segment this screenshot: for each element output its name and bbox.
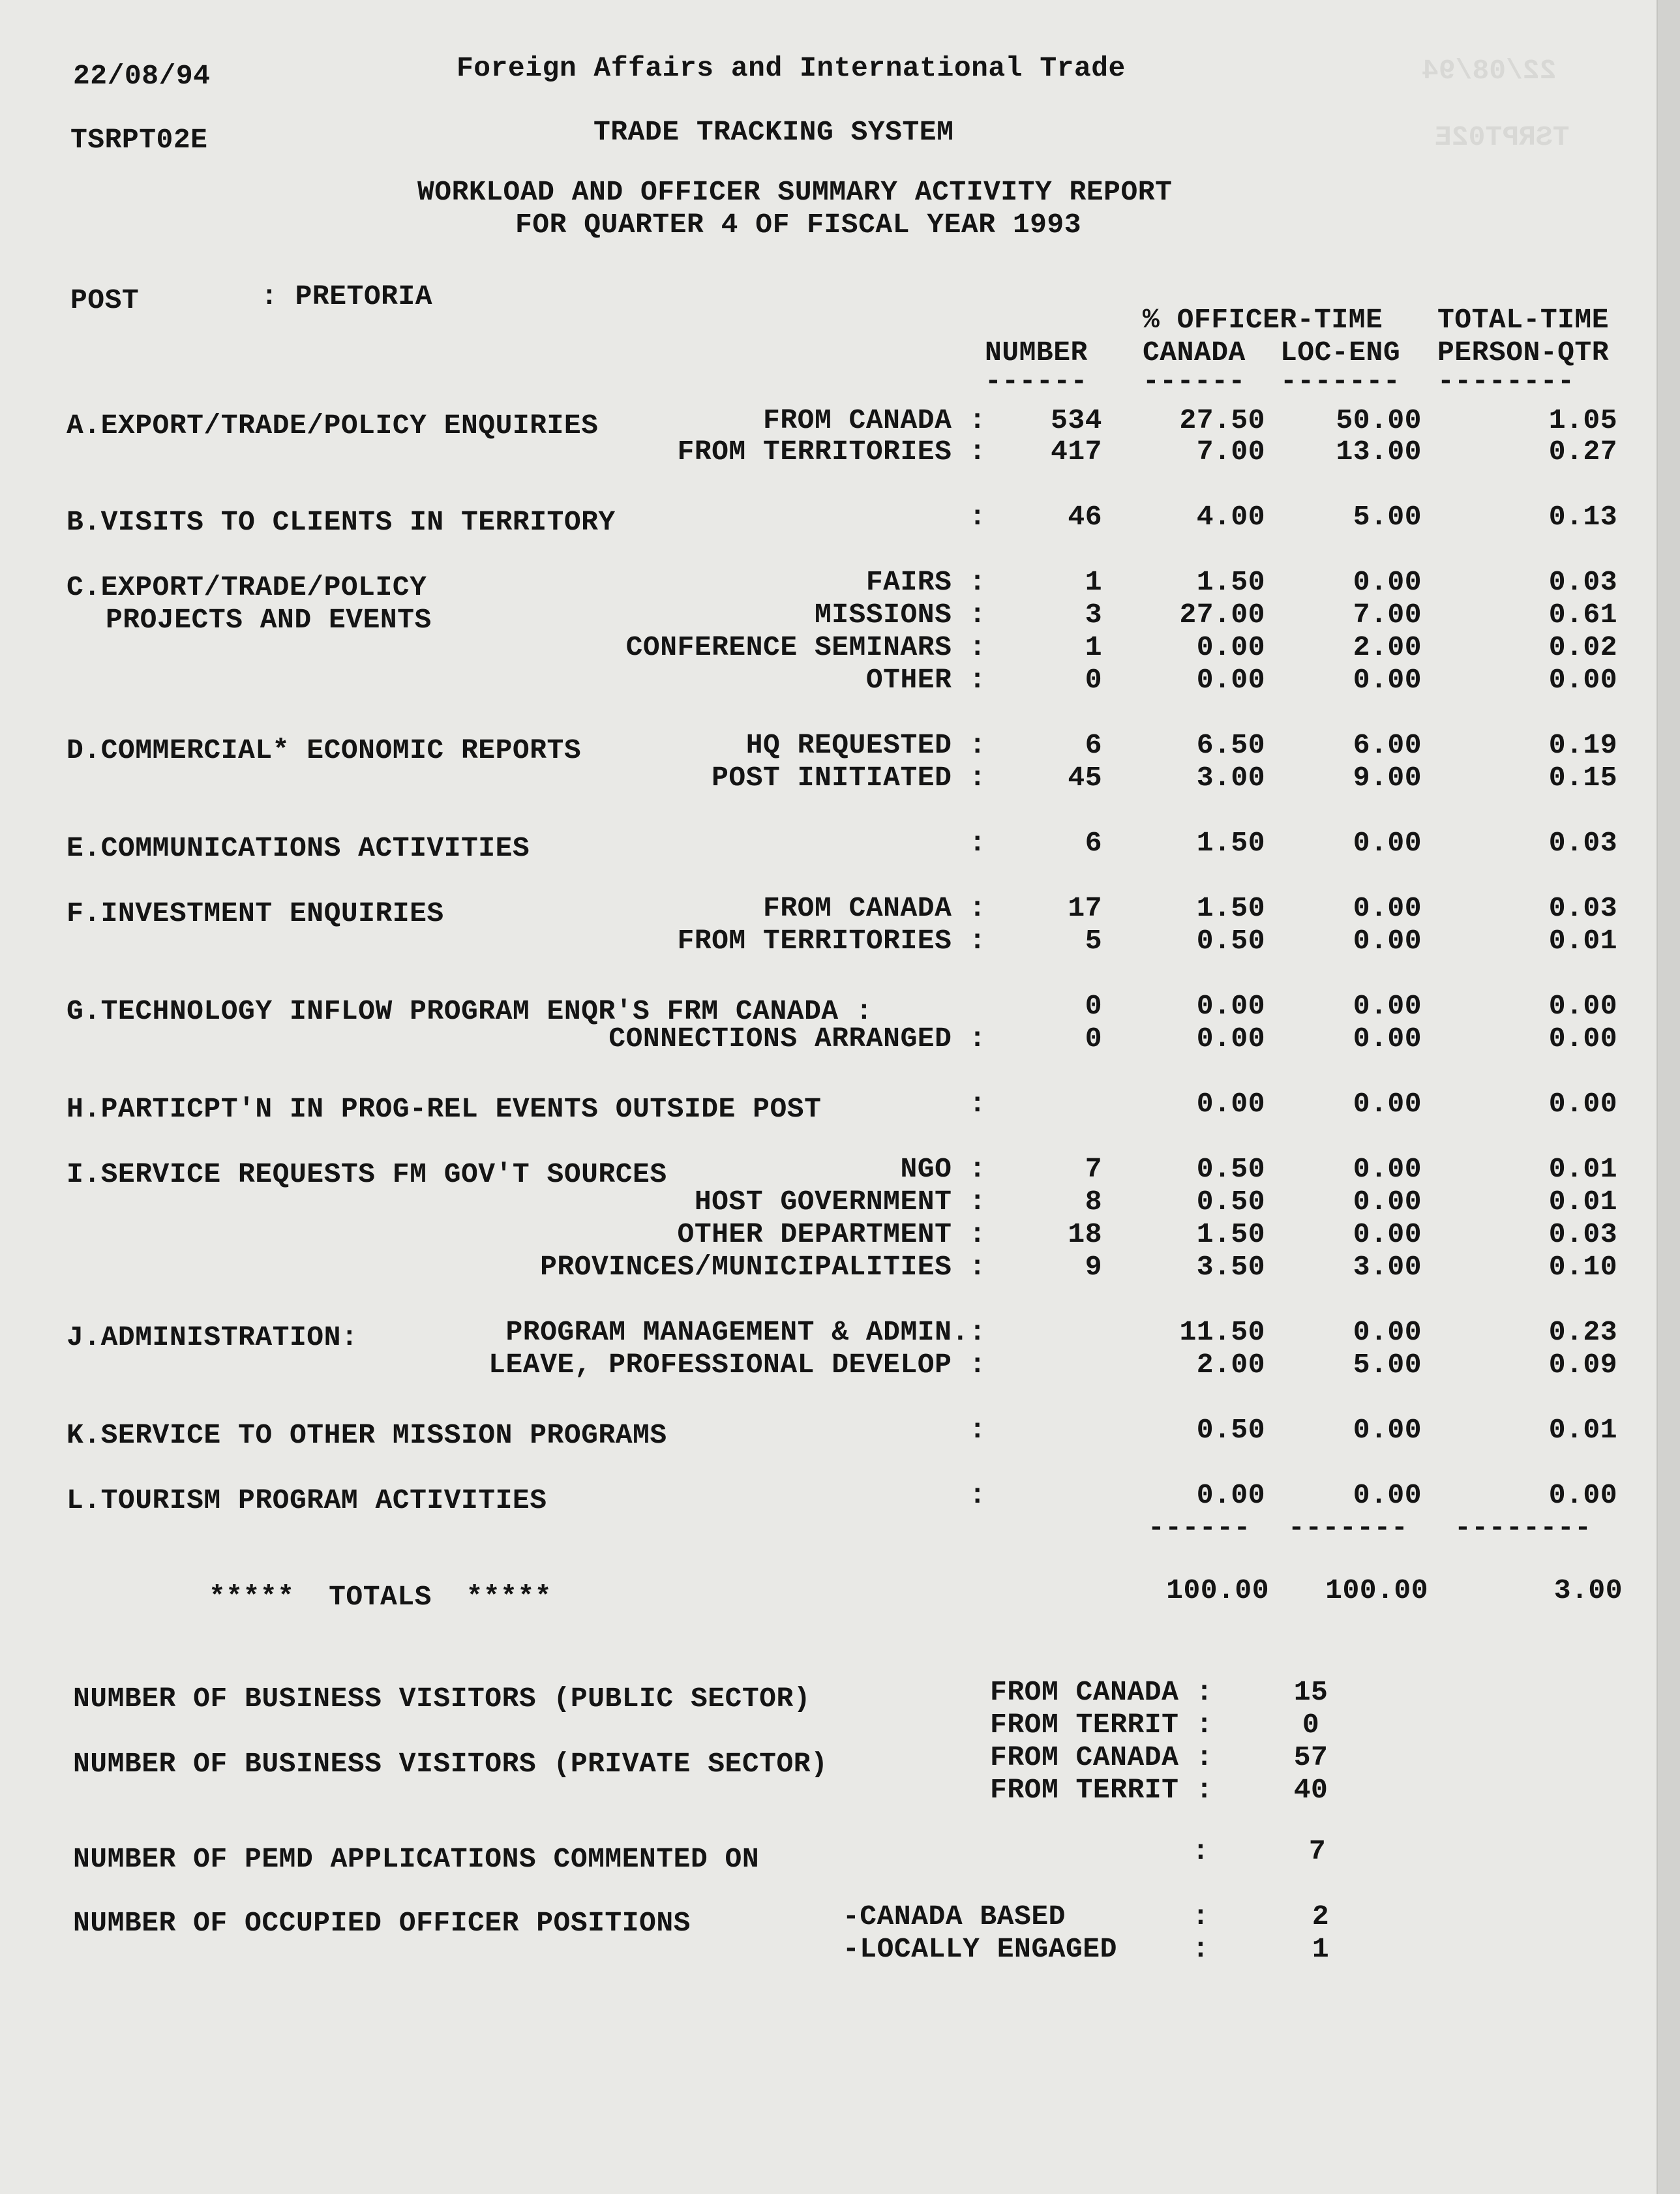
visitors-source: FROM CANADA :	[990, 1676, 1213, 1708]
report-title-line1: WORKLOAD AND OFFICER SUMMARY ACTIVITY REPORT	[417, 176, 1173, 208]
row-canada-pct: 1.50	[1196, 892, 1265, 924]
row-loc-eng-pct: 13.00	[1336, 436, 1422, 468]
row-subcategory: HQ REQUESTED :	[745, 729, 986, 761]
row-loc-eng-pct: 0.00	[1353, 664, 1422, 696]
row-loc-eng-pct: 9.00	[1353, 762, 1422, 794]
positions-type: -CANADA BASED	[843, 1901, 1066, 1932]
row-subcategory: CONNECTIONS ARRANGED :	[608, 1023, 986, 1055]
row-canada-pct: 0.50	[1196, 925, 1265, 957]
row-subcategory: FROM CANADA :	[763, 404, 986, 436]
visitors-label: NUMBER OF BUSINESS VISITORS (PRIVATE SECTOR)	[73, 1748, 828, 1780]
row-number: 6	[1085, 729, 1102, 761]
row-number: 6	[1085, 827, 1102, 859]
row-person-qtr: 0.00	[1548, 1023, 1617, 1055]
row-subcategory: FAIRS :	[865, 566, 986, 598]
row-loc-eng-pct: 0.00	[1353, 1186, 1422, 1218]
visitors-source: FROM TERRIT :	[990, 1709, 1213, 1741]
row-loc-eng-pct: 2.00	[1353, 631, 1422, 663]
row-number: 18	[1068, 1218, 1102, 1250]
row-person-qtr: 0.00	[1548, 1479, 1617, 1511]
row-person-qtr: 0.23	[1548, 1316, 1617, 1348]
col-number: NUMBER	[985, 337, 1088, 368]
row-canada-pct: 0.00	[1196, 631, 1265, 663]
row-subcategory: FROM TERRITORIES :	[677, 436, 986, 468]
row-subcategory: OTHER DEPARTMENT :	[677, 1218, 986, 1250]
row-canada-pct: 27.00	[1179, 599, 1265, 631]
row-category: F.INVESTMENT ENQUIRIES	[67, 897, 444, 929]
positions-count: 2	[1312, 1901, 1330, 1932]
row-number: 1	[1085, 566, 1102, 598]
row-number: 5	[1085, 925, 1102, 957]
system-name: TRADE TRACKING SYSTEM	[593, 116, 954, 148]
row-canada-pct: 7.00	[1196, 436, 1265, 468]
row-canada-pct: 0.50	[1196, 1414, 1265, 1446]
col-pct-officer-time: % OFFICER-TIME	[1143, 304, 1383, 336]
row-category: G.TECHNOLOGY INFLOW PROGRAM ENQR'S FRM CANADA :	[67, 995, 873, 1027]
row-canada-pct: 0.00	[1196, 1479, 1265, 1511]
row-loc-eng-pct: 50.00	[1336, 404, 1422, 436]
row-person-qtr: 0.61	[1548, 599, 1617, 631]
row-subcategory: FROM CANADA :	[763, 892, 986, 924]
pemd-value: 7	[1308, 1835, 1327, 1867]
row-canada-pct: 1.50	[1196, 827, 1265, 859]
row-person-qtr: 0.01	[1548, 925, 1617, 957]
row-subcategory: MISSIONS :	[814, 599, 986, 631]
row-category: E.COMMUNICATIONS ACTIVITIES	[67, 832, 530, 864]
row-person-qtr: 0.03	[1548, 892, 1617, 924]
positions-label: NUMBER OF OCCUPIED OFFICER POSITIONS	[73, 1907, 691, 1939]
row-category: A.EXPORT/TRADE/POLICY ENQUIRIES	[67, 410, 599, 442]
row-number: 9	[1085, 1251, 1102, 1283]
row-person-qtr: 0.03	[1548, 1218, 1617, 1250]
row-subcategory: :	[968, 827, 986, 859]
row-canada-pct: 11.50	[1179, 1316, 1265, 1348]
row-person-qtr: 0.00	[1548, 1088, 1617, 1120]
visitors-source: FROM TERRIT :	[990, 1774, 1213, 1806]
row-loc-eng-pct: 0.00	[1353, 892, 1422, 924]
row-category: H.PARTICPT'N IN PROG-REL EVENTS OUTSIDE POST	[67, 1093, 822, 1125]
post-label: POST	[70, 284, 140, 316]
row-person-qtr: 0.15	[1548, 762, 1617, 794]
row-number: 45	[1068, 762, 1102, 794]
row-subcategory: NGO :	[900, 1153, 986, 1185]
row-loc-eng-pct: 0.00	[1353, 1218, 1422, 1250]
row-canada-pct: 0.00	[1196, 664, 1265, 696]
row-number: 3	[1085, 599, 1102, 631]
row-category: J.ADMINISTRATION:	[67, 1321, 359, 1353]
row-canada-pct: 2.00	[1196, 1349, 1265, 1381]
row-category: D.COMMERCIAL* ECONOMIC REPORTS	[67, 734, 582, 766]
report-title-line2: FOR QUARTER 4 OF FISCAL YEAR 1993	[515, 209, 1082, 241]
totals-label: ***** TOTALS *****	[209, 1581, 552, 1613]
row-subcategory: :	[968, 501, 986, 533]
page-edge-shadow	[1657, 0, 1680, 2194]
org-name: Foreign Affairs and International Trade	[457, 52, 1126, 84]
row-number: 8	[1085, 1186, 1102, 1218]
visitors-count: 57	[1293, 1741, 1328, 1773]
col-person-qtr: PERSON-QTR	[1437, 337, 1610, 368]
row-canada-pct: 0.00	[1196, 1088, 1265, 1120]
row-category: I.SERVICE REQUESTS FM GOV'T SOURCES	[67, 1158, 667, 1190]
row-canada-pct: 0.00	[1196, 990, 1265, 1022]
row-subcategory: :	[968, 1088, 986, 1120]
row-loc-eng-pct: 0.00	[1353, 566, 1422, 598]
totals-separator-loc-eng: -------	[1288, 1512, 1409, 1544]
row-category: L.TOURISM PROGRAM ACTIVITIES	[67, 1484, 547, 1516]
row-number: 7	[1085, 1153, 1102, 1185]
totals-person-qtr: 3.00	[1553, 1574, 1623, 1606]
row-person-qtr: 0.01	[1548, 1414, 1617, 1446]
report-date: 22/08/94	[73, 60, 211, 92]
row-canada-pct: 27.50	[1179, 404, 1265, 436]
row-canada-pct: 3.00	[1196, 762, 1265, 794]
positions-colon: :	[1192, 1933, 1210, 1965]
row-canada-pct: 0.00	[1196, 1023, 1265, 1055]
row-person-qtr: 0.00	[1548, 990, 1617, 1022]
row-number: 0	[1085, 990, 1102, 1022]
post-value: : PRETORIA	[261, 280, 433, 312]
totals-canada: 100.00	[1166, 1574, 1269, 1606]
row-subcategory: POST INITIATED :	[712, 762, 986, 794]
row-subcategory: HOST GOVERNMENT :	[694, 1186, 986, 1218]
row-category: PROJECTS AND EVENTS	[106, 604, 432, 636]
row-loc-eng-pct: 0.00	[1353, 1023, 1422, 1055]
visitors-source: FROM CANADA :	[990, 1741, 1213, 1773]
row-loc-eng-pct: 0.00	[1353, 1088, 1422, 1120]
col-loc-eng: LOC-ENG	[1280, 337, 1401, 368]
row-person-qtr: 0.03	[1548, 566, 1617, 598]
col-canada: CANADA	[1143, 337, 1246, 368]
visitors-count: 15	[1293, 1676, 1328, 1708]
row-canada-pct: 4.00	[1196, 501, 1265, 533]
positions-colon: :	[1192, 1901, 1210, 1932]
row-canada-pct: 6.50	[1196, 729, 1265, 761]
col-loc-eng-underline: -------	[1280, 365, 1401, 397]
pemd-label: NUMBER OF PEMD APPLICATIONS COMMENTED ON	[73, 1843, 760, 1875]
row-loc-eng-pct: 0.00	[1353, 1414, 1422, 1446]
row-loc-eng-pct: 6.00	[1353, 729, 1422, 761]
row-subcategory: OTHER :	[865, 664, 986, 696]
totals-separator-canada: ------	[1148, 1512, 1251, 1544]
positions-type: -LOCALLY ENGAGED	[843, 1933, 1117, 1965]
row-subcategory: CONFERENCE SEMINARS :	[625, 631, 986, 663]
row-loc-eng-pct: 5.00	[1353, 501, 1422, 533]
row-canada-pct: 3.50	[1196, 1251, 1265, 1283]
col-person-qtr-underline: --------	[1437, 365, 1575, 397]
row-loc-eng-pct: 0.00	[1353, 1316, 1422, 1348]
row-loc-eng-pct: 0.00	[1353, 827, 1422, 859]
row-person-qtr: 0.01	[1548, 1153, 1617, 1185]
row-person-qtr: 0.03	[1548, 827, 1617, 859]
visitors-count: 40	[1293, 1774, 1328, 1806]
row-loc-eng-pct: 7.00	[1353, 599, 1422, 631]
row-loc-eng-pct: 3.00	[1353, 1251, 1422, 1283]
row-number: 0	[1085, 664, 1102, 696]
row-person-qtr: 0.02	[1548, 631, 1617, 663]
bleed-through-text: TSRPT02E	[1435, 121, 1570, 153]
row-subcategory: PROGRAM MANAGEMENT & ADMIN.:	[505, 1316, 986, 1348]
row-number: 417	[1051, 436, 1102, 468]
totals-loc-eng: 100.00	[1325, 1574, 1428, 1606]
row-number: 534	[1051, 404, 1102, 436]
row-subcategory: :	[968, 1479, 986, 1511]
visitors-label: NUMBER OF BUSINESS VISITORS (PUBLIC SECTOR)	[73, 1683, 811, 1715]
row-canada-pct: 0.50	[1196, 1186, 1265, 1218]
row-number: 0	[1085, 1023, 1102, 1055]
bleed-through-text: 22/08/94	[1422, 55, 1557, 87]
row-person-qtr: 0.09	[1548, 1349, 1617, 1381]
positions-count: 1	[1312, 1933, 1330, 1965]
row-category: B.VISITS TO CLIENTS IN TERRITORY	[67, 506, 616, 538]
row-loc-eng-pct: 0.00	[1353, 1153, 1422, 1185]
row-loc-eng-pct: 5.00	[1353, 1349, 1422, 1381]
row-person-qtr: 0.00	[1548, 664, 1617, 696]
row-person-qtr: 0.01	[1548, 1186, 1617, 1218]
row-loc-eng-pct: 0.00	[1353, 1479, 1422, 1511]
pemd-colon: :	[1192, 1835, 1210, 1867]
col-total-time: TOTAL-TIME	[1437, 304, 1610, 336]
row-subcategory: :	[968, 1414, 986, 1446]
row-person-qtr: 0.10	[1548, 1251, 1617, 1283]
row-loc-eng-pct: 0.00	[1353, 925, 1422, 957]
row-person-qtr: 0.27	[1548, 436, 1617, 468]
row-category: C.EXPORT/TRADE/POLICY	[67, 571, 427, 603]
row-number: 1	[1085, 631, 1102, 663]
col-canada-underline: ------	[1143, 365, 1246, 397]
row-category: K.SERVICE TO OTHER MISSION PROGRAMS	[67, 1419, 667, 1451]
totals-separator-person-qtr: --------	[1454, 1512, 1592, 1544]
row-number: 46	[1068, 501, 1102, 533]
row-subcategory: LEAVE, PROFESSIONAL DEVELOP :	[488, 1349, 986, 1381]
row-person-qtr: 0.13	[1548, 501, 1617, 533]
visitors-count: 0	[1302, 1709, 1320, 1741]
row-canada-pct: 0.50	[1196, 1153, 1265, 1185]
row-number: 17	[1068, 892, 1102, 924]
row-loc-eng-pct: 0.00	[1353, 990, 1422, 1022]
row-canada-pct: 1.50	[1196, 566, 1265, 598]
row-subcategory: FROM TERRITORIES :	[677, 925, 986, 957]
row-person-qtr: 1.05	[1548, 404, 1617, 436]
row-canada-pct: 1.50	[1196, 1218, 1265, 1250]
col-number-underline: ------	[985, 365, 1088, 397]
row-person-qtr: 0.19	[1548, 729, 1617, 761]
report-id: TSRPT02E	[70, 124, 208, 156]
row-subcategory: PROVINCES/MUNICIPALITIES :	[540, 1251, 986, 1283]
